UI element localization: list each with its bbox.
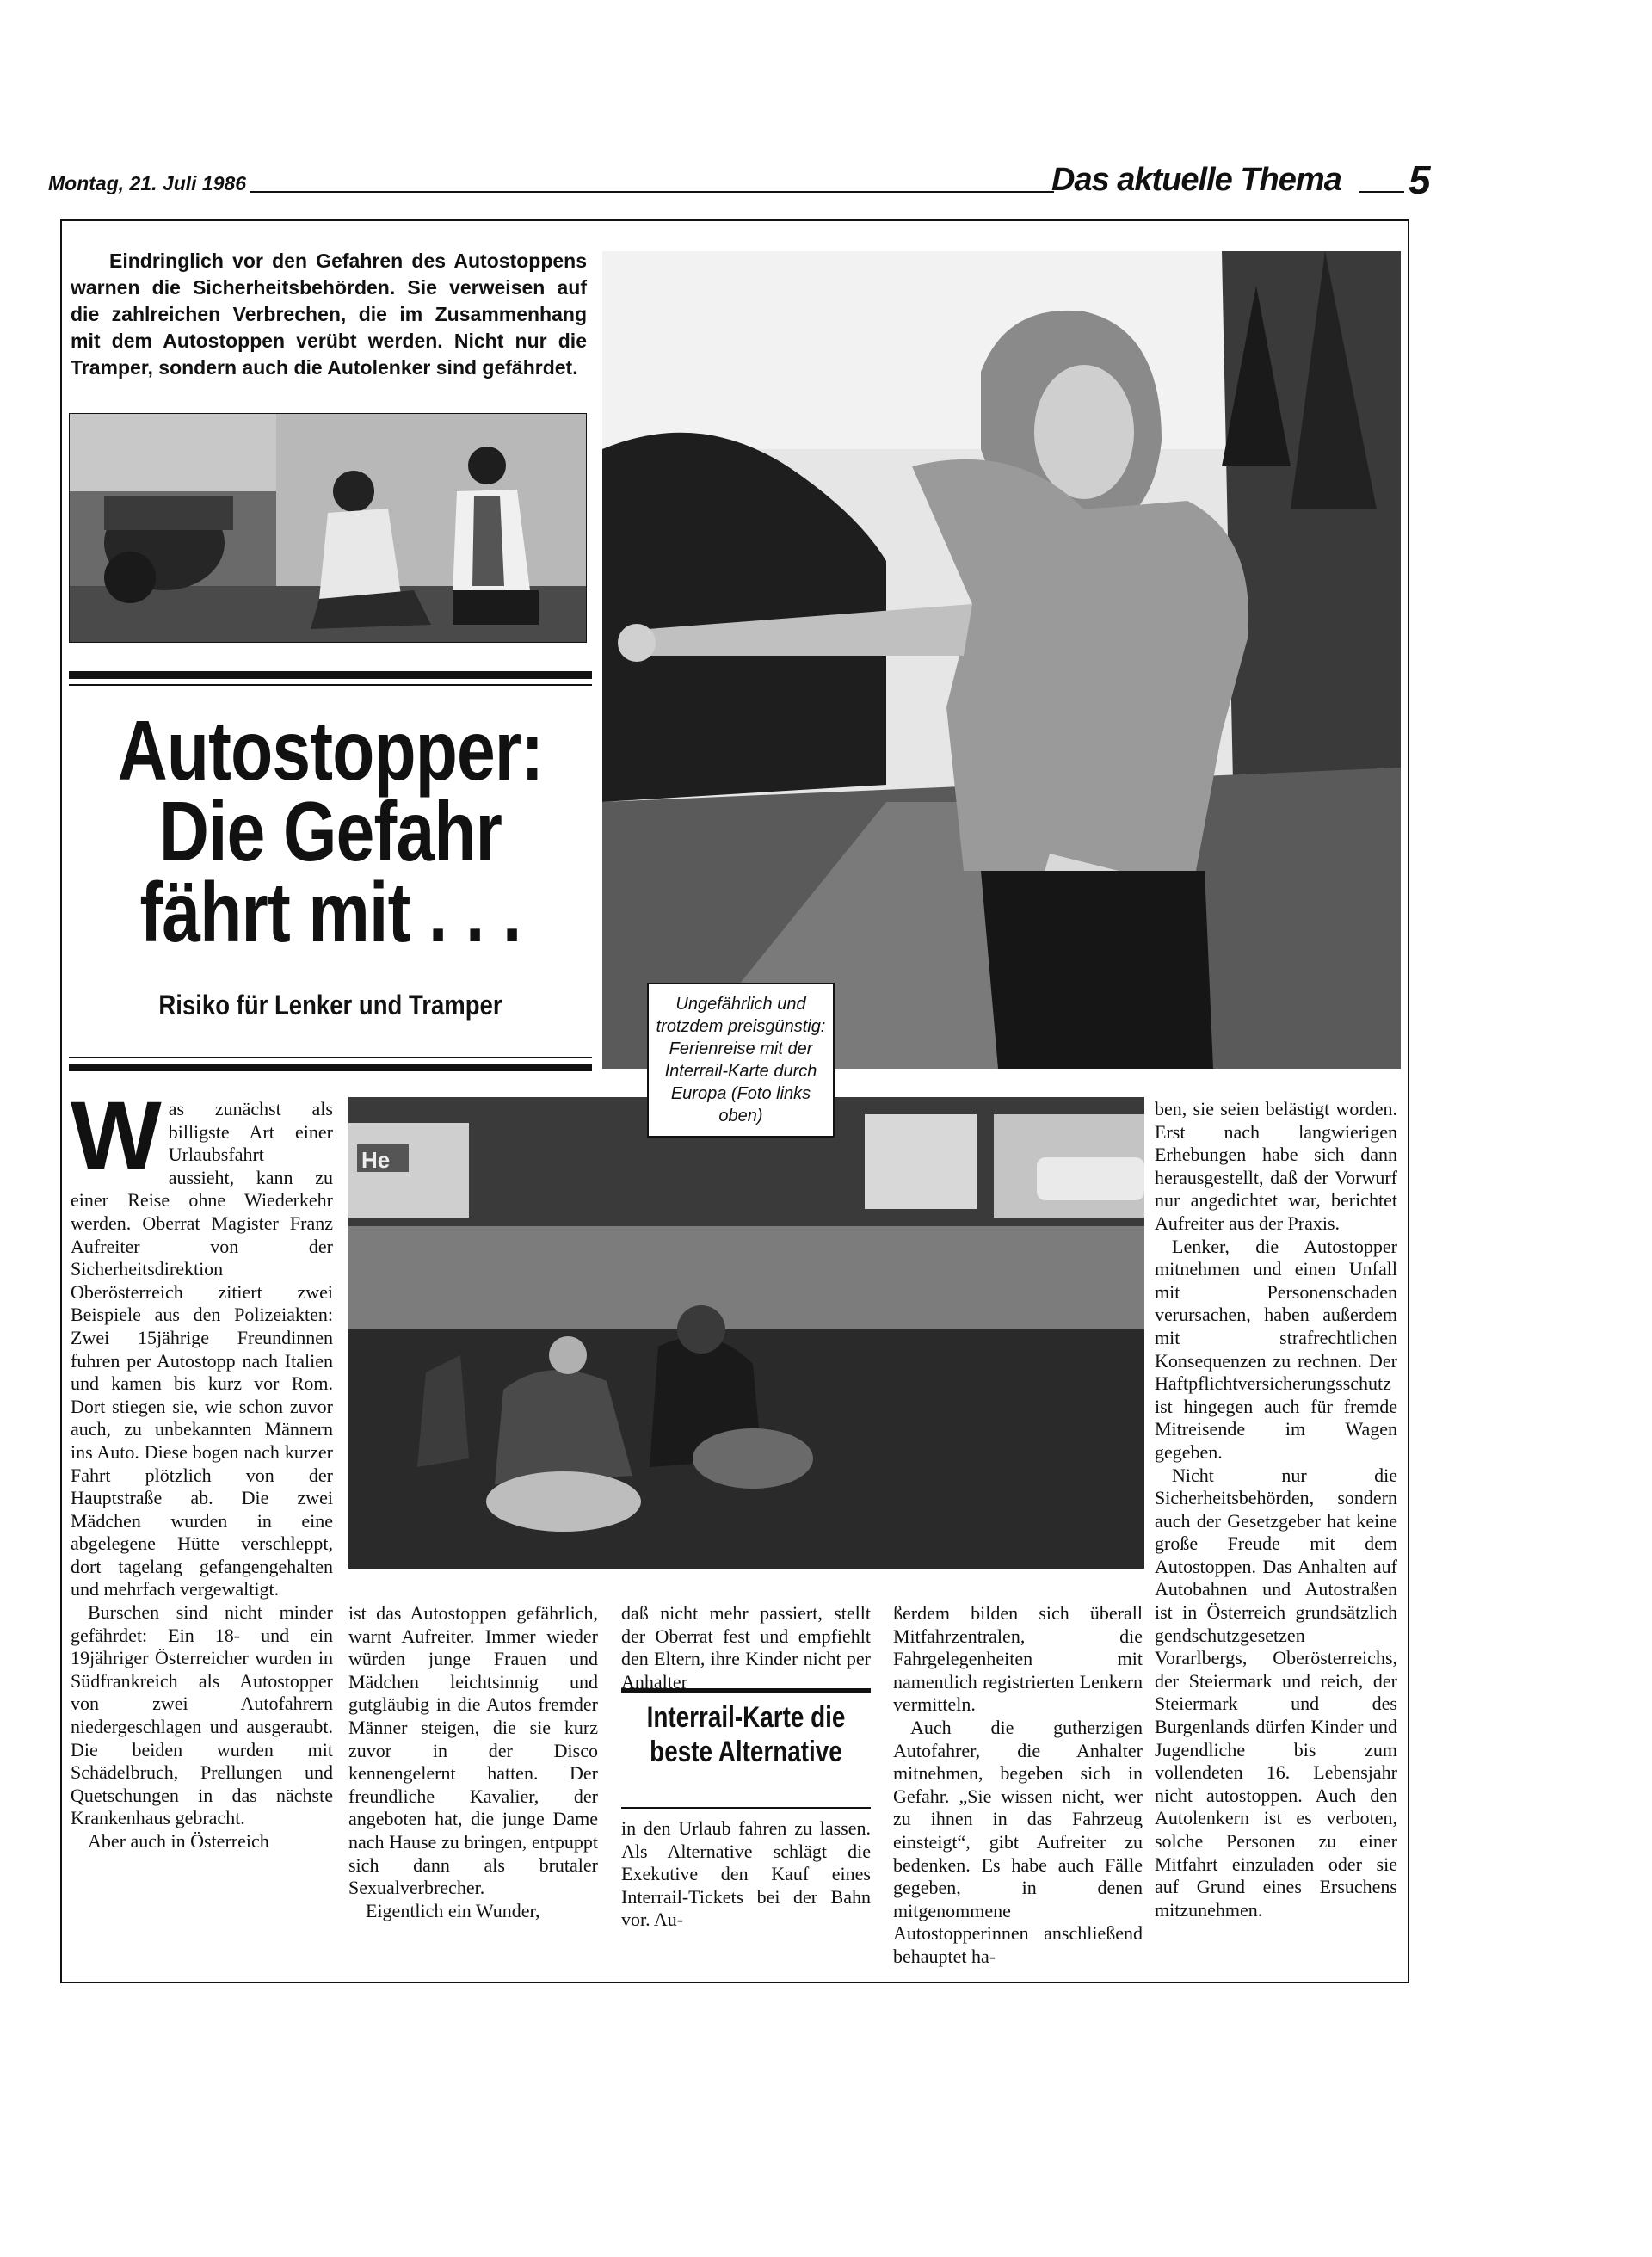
headline-line-1: Autostopper:: [117, 703, 544, 798]
headline-line-2: Die Gefahr: [158, 784, 502, 879]
article-column-2: [348, 1602, 598, 1922]
headline-rule-top-thin: [69, 684, 592, 686]
section-title: Das aktuelle Thema: [1051, 162, 1341, 198]
article-paragraph: as zunächst als billigste Art einer Urlaubsfahrt aussieht, kann zu einer Reise ohne Wiederkehr werden. Oberrat Magister Franz Aufreiter von der Sicherheitsdirektion Oberösterreich zitiert zwei Beispiele aus den Polizeiakten: Zwei 15jährige Freundinnen fuhren per Autostopp nach Italien und kamen bis kurz vor Rom. Dort stiegen sie, wie schon zuvor auch, zu unbekannten Männern ins Auto. Diese bogen nach kurzer Fahrt plötzlich von der Hauptstraße ab. Die zwei Mädchen wurden in eine abgelegene Hütte verschleppt, dort tagelang gefangengehalten und mehrfach vergewaltigt.: [71, 1098, 333, 1600]
headline-line-3: fährt mit . . .: [139, 865, 521, 959]
article-column-3-continued: [621, 1817, 871, 1932]
photo-roadside-trampers: [348, 1097, 1144, 1569]
article-paragraph: Burschen sind nicht minder gefährdet: Ein 18- und ein 19jähriger Österreicher wurden in Südfrankreich als Autostopper von zwei Autofahrern niedergeschlagen und ausgeraubt. Die beiden wurden mit Schädelbruch, Prellungen und Quetschungen in das nächste Krankenhaus gebracht.: [71, 1601, 333, 1829]
photo-hitchhiker: [602, 251, 1401, 1069]
headline-rule-top: [69, 671, 592, 679]
photo-backpackers: [69, 413, 587, 643]
headline-rule-bottom-thin: [69, 1057, 592, 1058]
article-column-3: [621, 1602, 871, 1693]
article-paragraph: Eigentlich ein Wunder,: [366, 1899, 540, 1921]
interrail-box-headline-text: Interrail-Karte die beste Alternative: [646, 1701, 846, 1768]
interrail-box-headline: [621, 1688, 871, 1809]
article-paragraph: in den Urlaub fahren zu lassen. Als Alternative schlägt die Exekutive den Kauf eines Interrail-Tickets bei der Bahn vor. Au-: [621, 1817, 871, 1931]
page-number: 5: [1409, 157, 1431, 202]
drop-cap: W: [71, 1082, 162, 1189]
headline: [116, 703, 546, 959]
shop-sign-text: He: [361, 1147, 391, 1173]
article-paragraph: ben, sie seien belästigt worden. Erst nach langwierigen Erhebungen habe sich dann herausgestellt, daß der Vorwurf nur angedichtet war, berichtet Aufreiter aus der Praxis.: [1155, 1098, 1397, 1234]
article-paragraph: Nicht nur die Sicherheitsbehörden, sondern auch der Gesetzgeber hat keine große Freude mit dem Autostoppen. Das Anhalten auf Autobahnen und Autostraßen ist in Österreich grundsätzlich gendschutzgesetzen Vorarlbergs, Oberösterreichs, der Steiermark und reich, der Steiermark und des Burgenlands dürfen Kinder und Jugendliche bis zum vollendeten 16. Lebensjahr nicht autostoppen. Auch den Autolenkern ist es verboten, solche Personen zu einer Mitfahrt einzuladen oder sie auf Grund eines Ersuchens mitzunehmen.: [1155, 1464, 1397, 1921]
headline-rule-bottom: [69, 1064, 592, 1071]
article-paragraph: daß nicht mehr passiert, stellt der Oberrat fest und empfiehlt den Eltern, ihre Kinder nicht per Anhalter: [621, 1602, 871, 1693]
article-paragraph: ist das Autostoppen gefährlich, warnt Aufreiter. Immer wieder würden junge Frauen und Mädchen leichtsinnig und gutgläubig in die Autos fremder Männer steigen, die sie kurz zuvor in der Disco kennengelernt hatten. Der freundliche Kavalier, der angeboten hat, die junge Dame nach Hause zu bringen, entpuppt sich dann als brutaler Sexualverbrecher.: [348, 1602, 598, 1899]
article-column-1: [71, 1082, 333, 1853]
intro-paragraph: Eindringlich vor den Gefahren des Autostoppens warnen die Sicherheitsbehörden. Sie verweisen auf die zahlreichen Verbrechen, die im Zusammenhang mit dem Autostoppen verübt werden. Nicht nur die Tramper, sondern auch die Autolenker sind gefährdet.: [71, 250, 587, 379]
photo-caption: Ungefährlich und trotzdem preisgünstig: Ferienreise mit der Interrail-Karte durch Europa (Foto links oben): [647, 983, 835, 1138]
issue-date: Montag, 21. Juli 1986: [48, 172, 247, 194]
article-paragraph: Auch die gutherzigen Autofahrer, die Anhalter mitnehmen, begeben sich in Gefahr. „Sie wissen nicht, wer zu ihnen in das Fahrzeug einsteigt“, gibt Aufreiter zu bedenken. Es habe auch Fälle gegeben, in denen mitgenommene Autostopperinnen anschließend behauptet ha-: [893, 1716, 1143, 1967]
article-paragraph: Aber auch in Österreich: [88, 1830, 269, 1852]
header-rule-right: [1359, 191, 1404, 193]
article-column-4: [893, 1602, 1143, 1969]
header-rule: [250, 191, 1054, 193]
subheadline: Risiko für Lenker und Tramper: [158, 990, 502, 1021]
article-paragraph: Lenker, die Autostopper mitnehmen und einen Unfall mit Personenschaden verursachen, haben außerdem mit strafrechtlichen Konsequenzen zu rechnen. Der Haftpflichtversicherungsschutz ist hingegen auch für fremde Mitreisende im Wagen gegeben.: [1155, 1235, 1397, 1463]
article-column-5: [1155, 1098, 1397, 1921]
article-paragraph: ßerdem bilden sich überall Mitfahrzentralen, die Fahrgelegenheiten mit namentlich registrierten Lenkern vermitteln.: [893, 1602, 1143, 1716]
